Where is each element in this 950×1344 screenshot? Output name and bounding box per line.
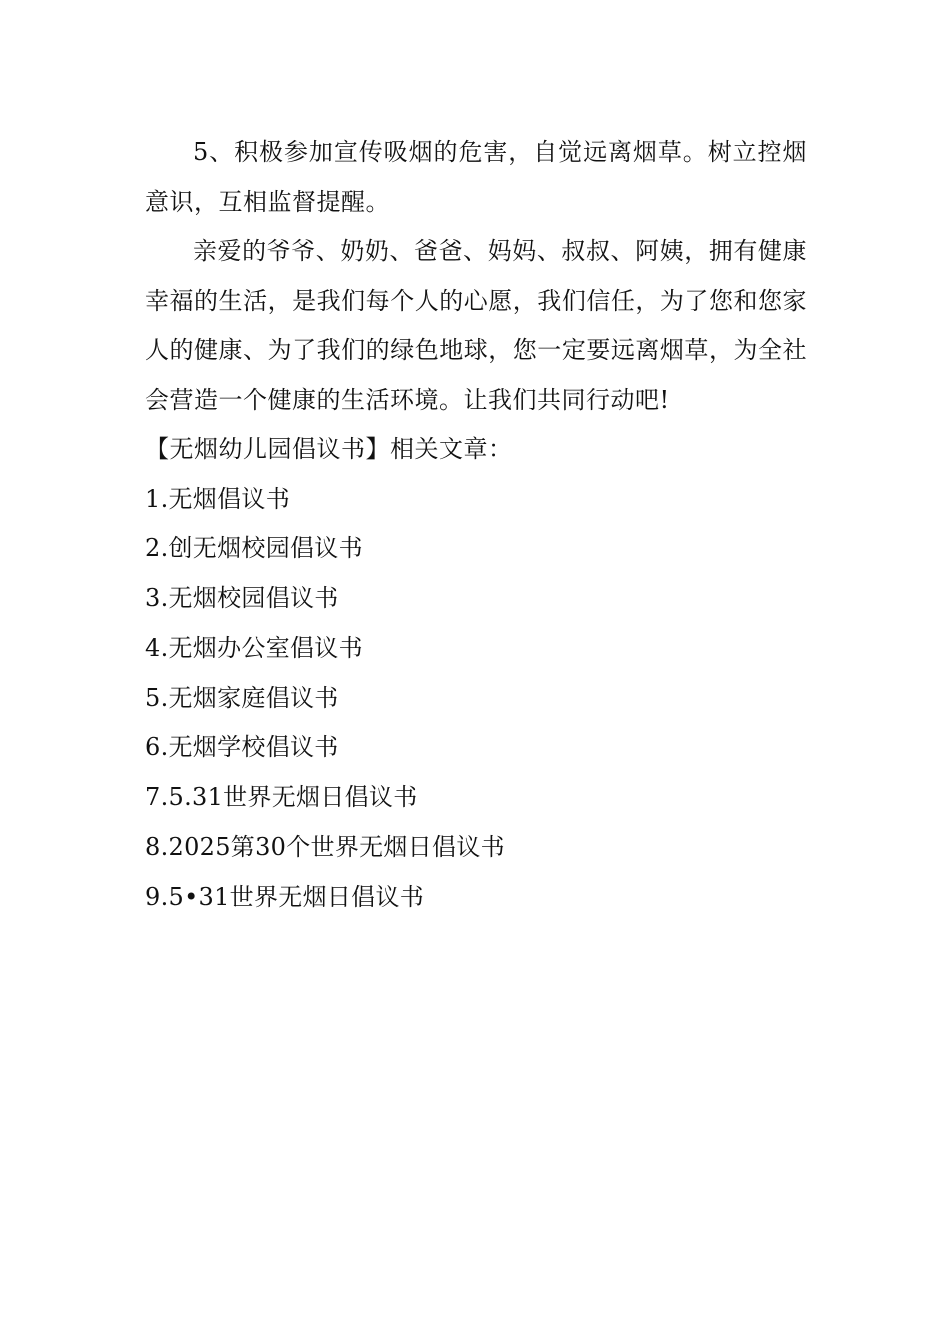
- article-title: 无烟家庭倡议书: [168, 683, 339, 712]
- article-title: 创无烟校园倡议书: [168, 534, 363, 563]
- related-article-link[interactable]: [145, 773, 807, 823]
- document-page: [145, 128, 807, 923]
- article-title: 5•31世界无烟日倡议书: [168, 882, 425, 911]
- related-article-link[interactable]: [145, 873, 807, 923]
- list-number: 5.: [145, 683, 169, 712]
- list-number: 9.: [145, 882, 169, 911]
- list-number: 3.: [145, 584, 169, 613]
- paragraph-point-5: 5、积极参加宣传吸烟的危害，自觉远离烟草。树立控烟意识，互相监督提醒。: [145, 138, 807, 216]
- list-number: 6.: [145, 733, 169, 762]
- article-title: 5.31世界无烟日倡议书: [168, 783, 418, 812]
- paragraph-appeal: 亲爱的爷爷、奶奶、爸爸、妈妈、叔叔、阿姨，拥有健康幸福的生活，是我们每个人的心愿，我们信任，为了您和您家人的健康、为了我们的绿色地球，您一定要远离烟草，为全社会营造一个健康的生活环境。让我们共同行动吧!: [145, 237, 807, 414]
- list-number: 1.: [145, 484, 169, 513]
- list-number: 4.: [145, 633, 169, 662]
- related-article-link[interactable]: [145, 574, 807, 624]
- related-article-link[interactable]: [145, 823, 807, 873]
- related-article-link[interactable]: [145, 475, 807, 525]
- article-title: 无烟校园倡议书: [168, 584, 339, 613]
- article-title: 无烟倡议书: [168, 484, 290, 513]
- list-number: 7.: [145, 783, 169, 812]
- related-articles-list: [145, 475, 807, 923]
- list-number: 8.: [145, 833, 169, 862]
- article-title: 无烟办公室倡议书: [168, 633, 363, 662]
- related-article-link[interactable]: [145, 524, 807, 574]
- related-article-link[interactable]: [145, 624, 807, 674]
- article-title: 无烟学校倡议书: [168, 733, 339, 762]
- related-articles-heading: 【无烟幼儿园倡议书】相关文章：: [145, 435, 513, 463]
- related-article-link[interactable]: [145, 674, 807, 724]
- related-article-link[interactable]: [145, 723, 807, 773]
- list-number: 2.: [145, 534, 169, 563]
- article-title: 2025第30个世界无烟日倡议书: [168, 833, 505, 862]
